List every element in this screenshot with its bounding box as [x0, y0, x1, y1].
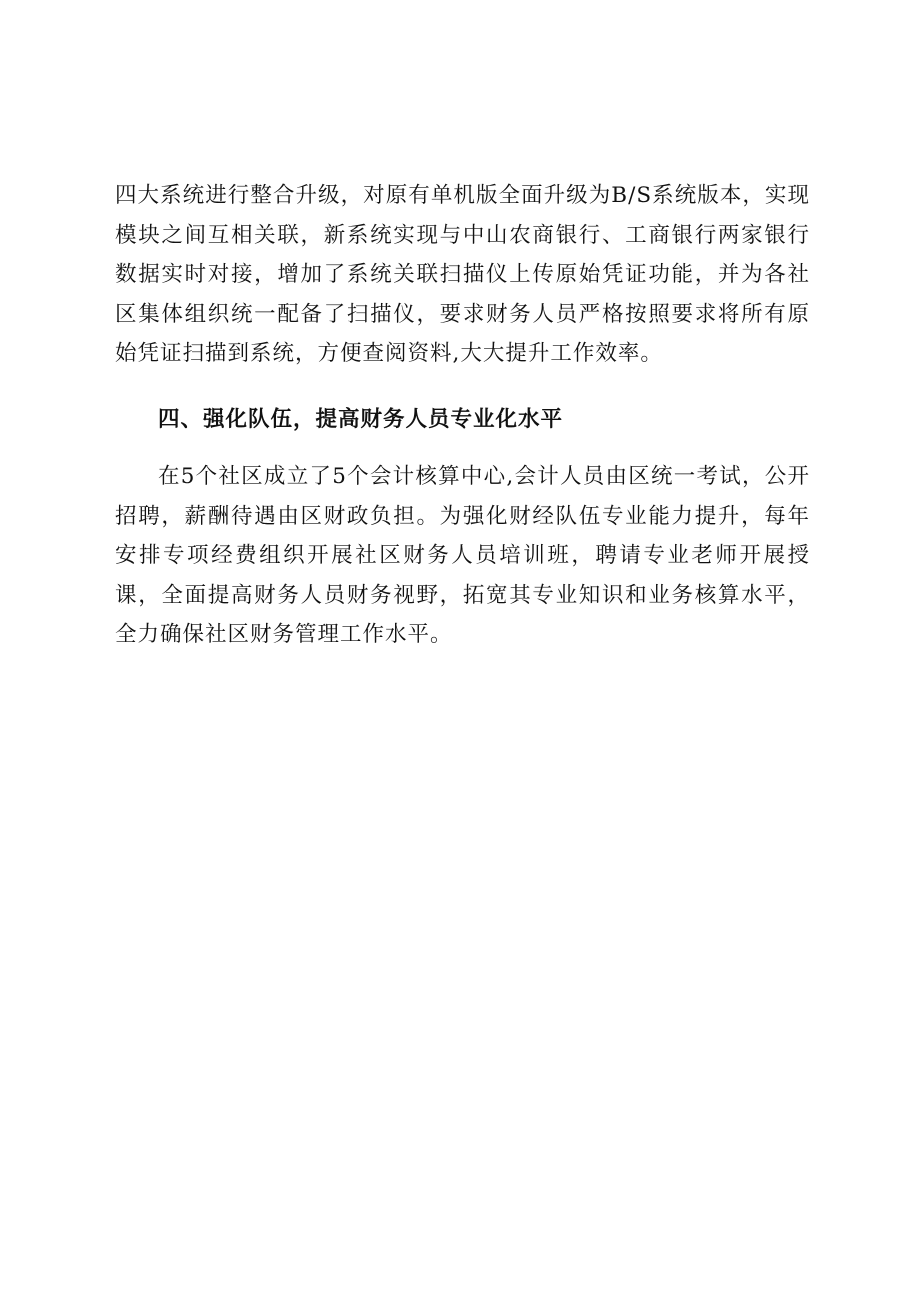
paragraph-team-building: 在5个社区成立了5个会计核算中心,会计人员由区统一考试，公开招聘，薪酬待遇由区财政负担。为强化财经队伍专业能力提升，每年安排专项经费组织开展社区财务人员培训班，聘请专业老师开展授课，全面提高财务人员财务视野，拓宽其专业知识和业务核算水平，全力确保社区财务管理工作水平。: [115, 464, 810, 647]
section-heading: 四、强化队伍，提高财务人员专业化水平: [158, 406, 564, 432]
paragraph-system-upgrade: 四大系统进行整合升级，对原有单机版全面升级为B/S系统版本，实现模块之间互相关联，新系统实现与中山农商银行、工商银行两家银行数据实时对接，增加了系统关联扫描仪上传原始凭证功能，并为各社区集体组织统一配备了扫描仪，要求财务人员严格按照要求将所有原始凭证扫描到系统，方便查阅资料,大大提升工作效率。: [115, 183, 810, 366]
document-body: [115, 176, 810, 655]
